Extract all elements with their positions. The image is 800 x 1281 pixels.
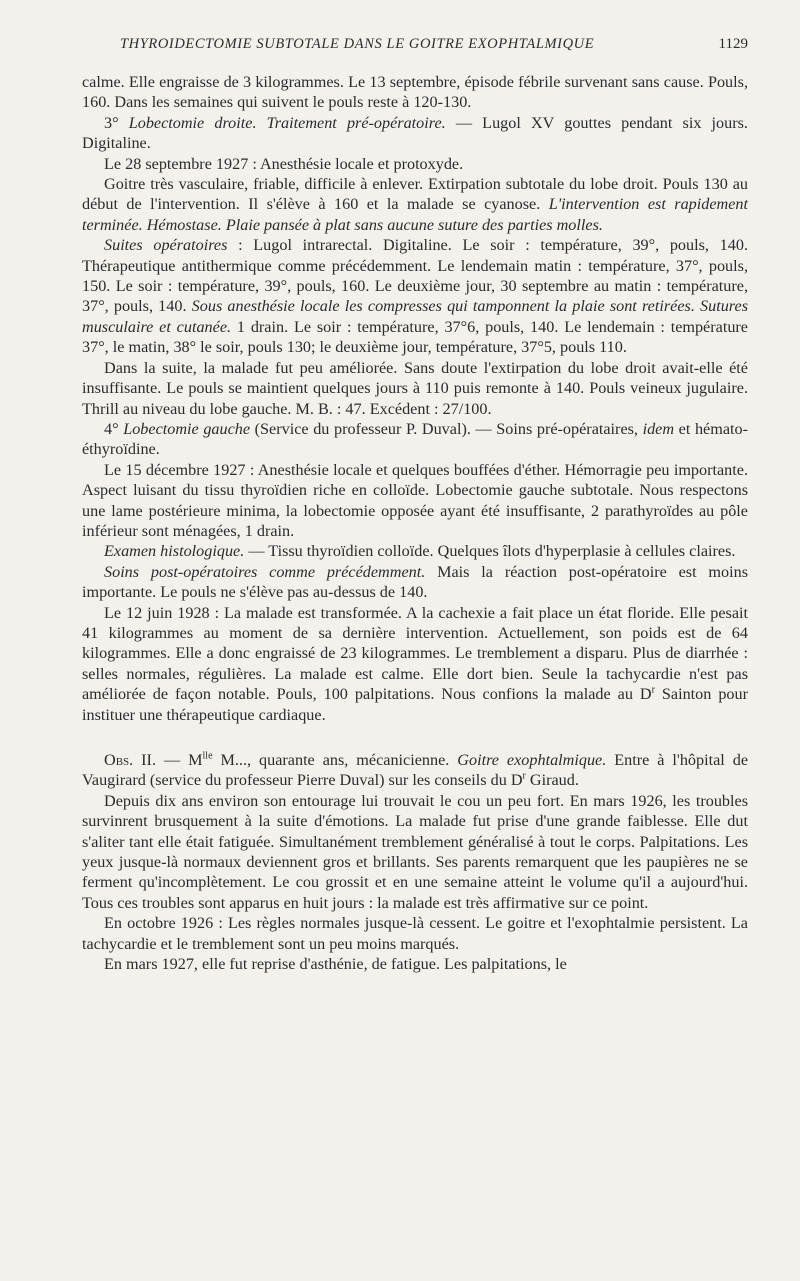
superscript: r <box>522 771 526 783</box>
paragraph-text: M..., quarante ans, mécanicienne. <box>212 751 458 769</box>
paragraph-3: Le 28 septembre 1927 : Anesthésie locale et protoxyde. <box>104 154 464 173</box>
section-number: 4° <box>104 419 124 438</box>
observation-label: Obs. <box>104 751 134 769</box>
paragraph-text: Giraud. <box>525 771 579 790</box>
paragraph-text: Sainton pour instituer une thérapeutique cardiaque. <box>82 685 748 724</box>
paragraph-12: Depuis dix ans environ son entourage lui trouvait le cou un peu fort. En mars 1926, les troubles survinrent brusquement à la suite d'émotions. La malade fut prise d'une grande faiblesse. Elle dut s'aliter tant elle était fatiguée. Simultanément tremblement généralisé à tout le corps. Palpitations. Les yeux jusque-là normaux deviennent gros et brillants. Ses parents remarquent que les paupières ne se ferment qu'incomplètement. Le cou grossit et en une semaine atteint le volume qu'il a aujourd'hui. Tous ces troubles sont apparus en huit jours : la malade est très affirmative sur ce point. <box>82 791 748 912</box>
paragraph-14: En mars 1927, elle fut reprise d'asthénie, de fatigue. Les palpitations, le <box>104 955 567 974</box>
paragraph-4 <box>82 174 748 235</box>
section-heading: Lobectomie gauche <box>123 419 251 438</box>
paragraph-examen-histologique <box>82 541 748 561</box>
diagnosis: Goitre exophtalmique. <box>457 751 607 769</box>
superscript: r <box>651 684 655 696</box>
italic-text: idem <box>642 419 675 438</box>
paragraph-11 <box>82 603 748 725</box>
paragraph-lobectomie-droite <box>82 113 748 154</box>
paragraph-text: (Service du professeur P. Duval). — Soins pré-opérataires, <box>250 419 643 438</box>
paragraph-soins-post-operatoires <box>82 562 748 603</box>
paragraph-8: Le 15 décembre 1927 : Anesthésie locale et quelques bouffées d'éther. Hémorragie peu importante. Aspect luisant du tissu thyroïdien riche en colloïde. Lobectomie gauche subtotale. Nous respectons une lame postérieure minima, la lobectomie opposée ayant été insuffisante, 2 parathyroïdes au pôle inférieur sont ménagées, 1 drain. <box>82 460 748 540</box>
page-header <box>82 36 748 60</box>
paragraph-6: Dans la suite, la malade fut peu améliorée. Sans doute l'extirpation du lobe droit avait-elle été insuffisante. Le pouls se maintient quelques jours à 110 puis remonte à 140. Pouls veineux jugulaire. Thrill au niveau du lobe gauche. M. B. : 47. Excédent : 27/100. <box>82 358 748 418</box>
paragraph-text: : Lugol intrarectal. Digitaline. Le soir : température, 39°, pouls, 140. Thérapeutique antithermique comme précédemment. Le lendemain matin : température, 37°, pouls, 150. Le soir : température, 39°, pouls, 160. Le deuxième jour, 30 septembre au matin : température, 37°, pouls, 140. <box>82 236 748 316</box>
italic-text: L'intervention est rapidement terminée. Hémostase. Plaie pansée à plat sans aucune suture des parties molles. <box>82 195 748 234</box>
paragraph-text: Mais la réaction post-opératoire est moins importante. Le pouls ne s'élève pas au-dessus de 140. <box>82 562 748 602</box>
paragraph-lobectomie-gauche <box>82 419 748 460</box>
page-number: 1129 <box>718 36 748 52</box>
section-heading: Soins post-opératoires comme précédemment. <box>104 562 426 581</box>
paragraph-suites-operatoires <box>82 235 748 357</box>
section-heading: Examen histologique. <box>104 542 245 561</box>
superscript: lle <box>202 750 213 762</box>
section-heading: Suites opératoires <box>104 236 228 255</box>
section-heading: Lobectomie droite. Traitement pré-opératoire. <box>128 113 446 132</box>
section-number: 3° <box>104 113 129 132</box>
paragraph-text: — Tissu thyroïdien colloïde. Quelques îlots d'hyperplasie à cellules claires. <box>244 542 736 561</box>
paragraph-text: 1 drain. Le soir : température, 37°6, pouls, 140. Le lendemain : température 37°, le matin, 38° le soir, pouls 130; le deuxième jour, température, 37°5, pouls 110. <box>82 317 748 357</box>
article-body <box>82 72 748 974</box>
paragraph-text: Entre à l'hôpital de Vaugirard (service du professeur Pierre Duval) sur les conseils du D <box>82 751 749 790</box>
paragraph-text: II. — M <box>133 751 203 769</box>
paragraph-text: Le 12 juin 1928 : La malade est transformée. A la cachexie a fait place un état floride. Elle pesait 41 kilogrammes au moment de sa dernière intervention. Actuellement, son poids est de 64 kilogrammes. Elle a donc engraissé de 23 kilogrammes. Le tremblement a disparu. Plus de diarrhée : selles normales, régulières. La malade est calme. Elle dort bien. Seule la tachycardie n'est pas améliorée de façon notable. Pouls, 100 palpitations. Nous confions la malade au D <box>82 603 748 704</box>
paragraph-text: — Lugol XV gouttes pendant six jours. Digitaline. <box>82 113 748 153</box>
observation-heading-paragraph <box>82 750 748 791</box>
paragraph-1: calme. Elle engraisse de 3 kilogrammes. Le 13 septembre, épisode fébrile survenant sans cause. Pouls, 160. Dans les semaines qui suivent le pouls reste à 120-130. <box>82 73 748 112</box>
paragraph-13: En octobre 1926 : Les règles normales jusque-là cessent. Le goitre et l'exophtalmie persistent. La tachycardie et le tremblement sont un peu moins marqués. <box>82 914 748 953</box>
paragraph-text: et hémato-éthyroïdine. <box>82 419 748 459</box>
paragraph-text: Goitre très vasculaire, friable, difficile à enlever. Extirpation subtotale du lobe droit. Pouls 130 au début de l'intervention. Il s'élève à 160 et la malade se cyanose. <box>82 175 748 214</box>
running-title: THYROIDECTOMIE SUBTOTALE DANS LE GOITRE EXOPHTALMIQUE <box>120 36 595 52</box>
italic-text: Sous anesthésie locale les compresses qui tamponnent la plaie sont retirées. Sutures musculaire et cutanée. <box>82 297 748 336</box>
